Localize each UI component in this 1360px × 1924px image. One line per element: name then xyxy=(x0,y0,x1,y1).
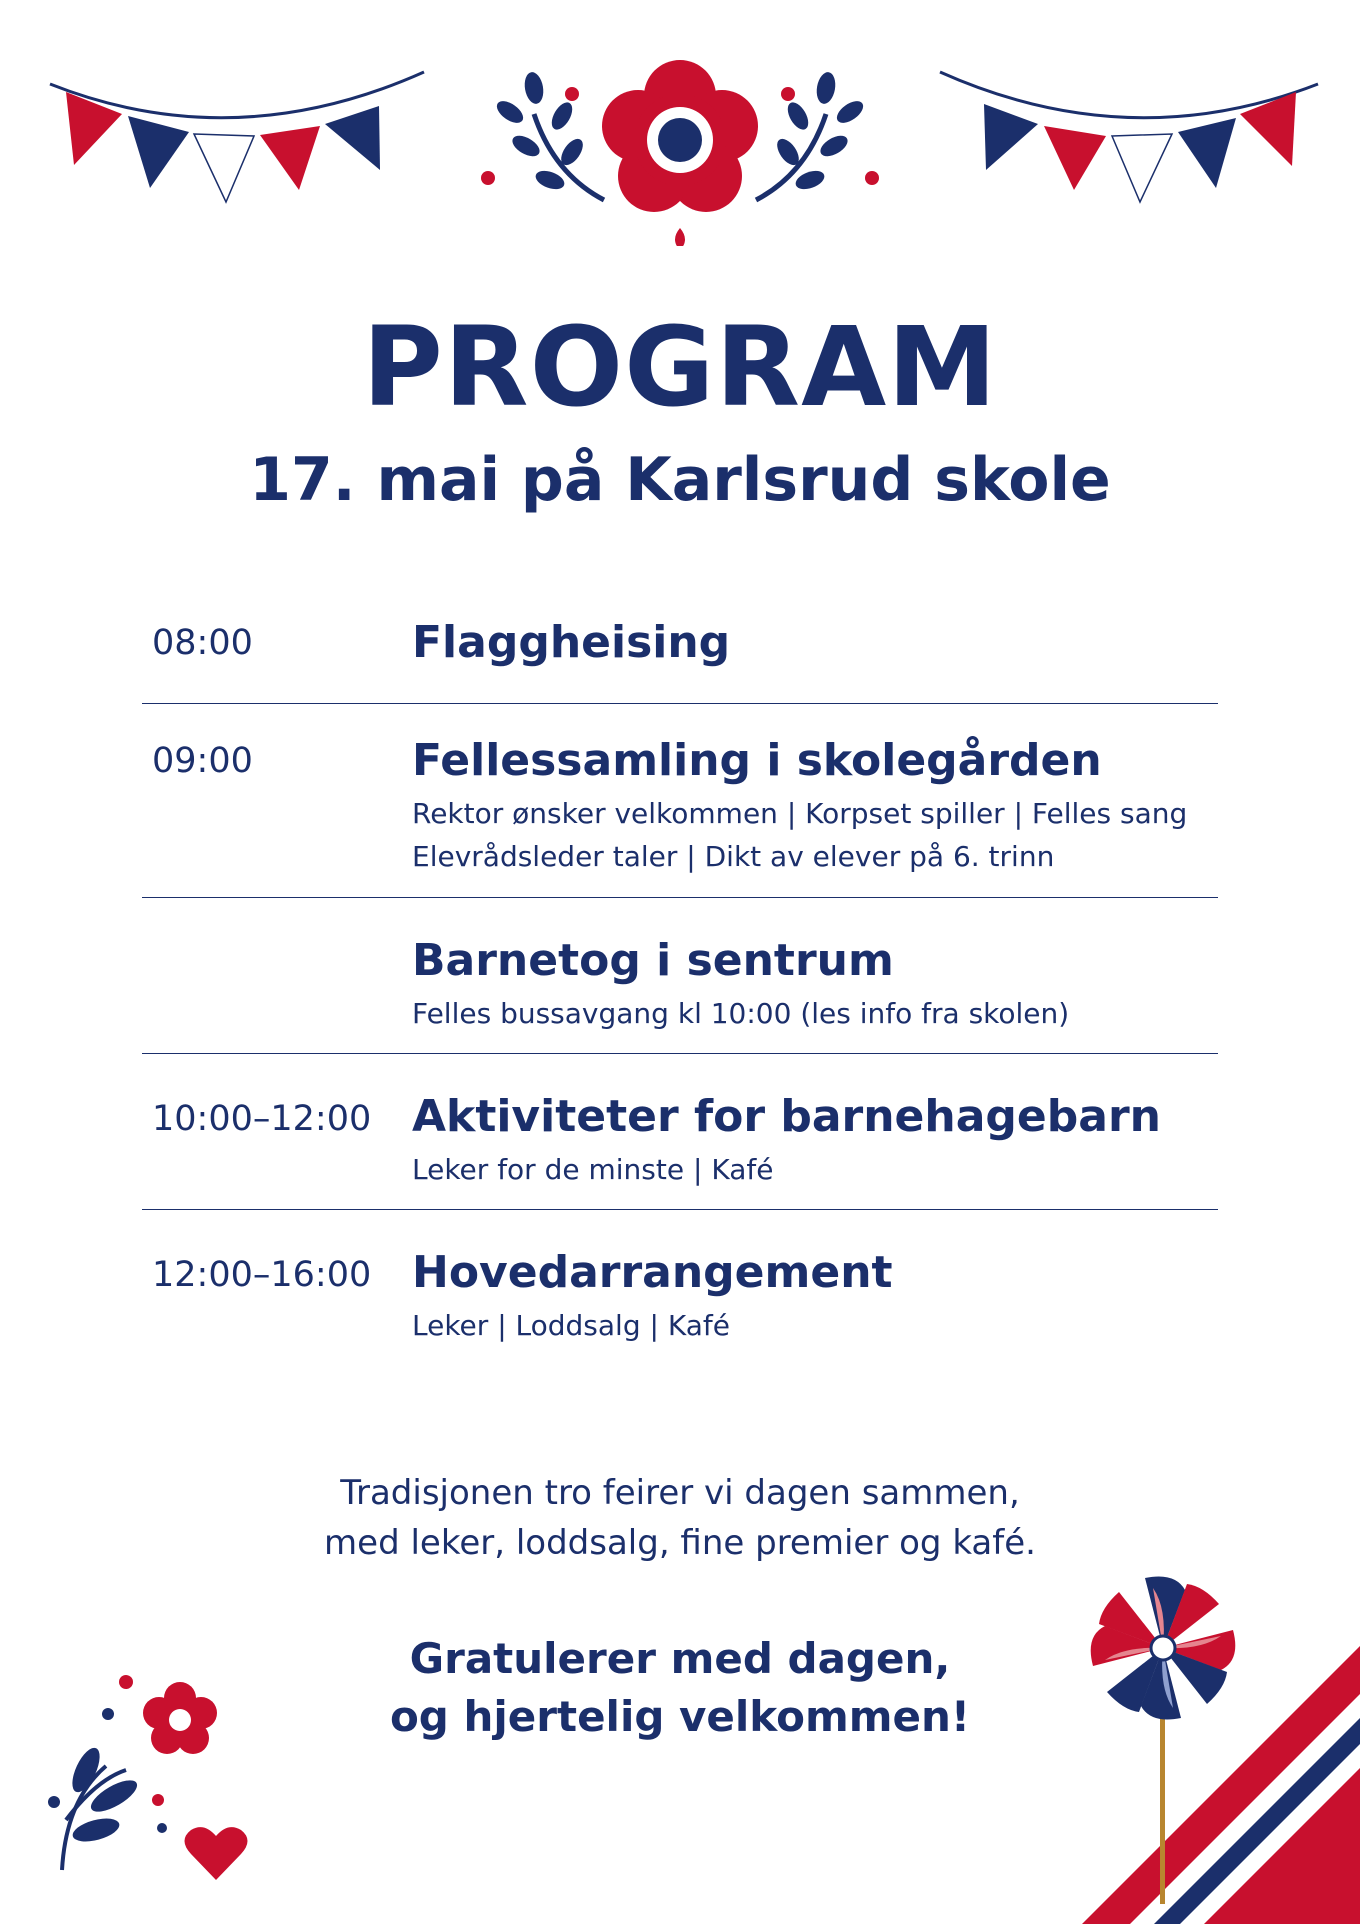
schedule-event: Fellessamling i skolegården xyxy=(412,735,1102,786)
schedule-row xyxy=(142,612,1218,704)
schedule-event: Flaggheising xyxy=(412,617,731,668)
folk-flower-icon xyxy=(474,54,886,246)
schedule-time: 10:00–12:00 xyxy=(152,1099,372,1139)
greeting-line: og hjertelig velkommen! xyxy=(389,1692,971,1741)
intro-line: Tradisjonen tro feirer vi dagen sammen, xyxy=(340,1473,1020,1513)
schedule-row xyxy=(142,1054,1218,1210)
bunting-left-icon xyxy=(44,62,434,212)
intro-line: med leker, loddsalg, fine premier og kafé. xyxy=(324,1523,1036,1563)
greeting-line: Gratulerer med dagen, xyxy=(409,1634,951,1683)
pinwheel-flag-icon xyxy=(1060,1540,1360,1924)
flower-sprig-heart-icon xyxy=(46,1670,256,1880)
schedule-event: Aktiviteter for barnehagebarn xyxy=(412,1091,1161,1142)
schedule-event: Barnetog i sentrum xyxy=(412,935,894,986)
schedule-row xyxy=(142,1210,1218,1366)
page-title: PROGRAM xyxy=(362,303,998,431)
schedule-time: 09:00 xyxy=(152,741,253,781)
schedule-detail: Felles bussavgang kl 10:00 (les info fra skolen) xyxy=(412,997,1070,1030)
schedule-list xyxy=(142,612,1218,1366)
schedule-time: 08:00 xyxy=(152,623,253,663)
schedule-detail: Leker | Loddsalg | Kafé xyxy=(412,1309,730,1342)
bunting-right-icon xyxy=(934,62,1324,212)
schedule-time: 12:00–16:00 xyxy=(152,1255,372,1295)
page-subtitle: 17. mai på Karlsrud skole xyxy=(249,445,1111,515)
schedule-event: Hovedarrangement xyxy=(412,1247,893,1298)
schedule-row xyxy=(142,704,1218,898)
schedule-detail: Elevrådsleder taler | Dikt av elever på 6. trinn xyxy=(412,840,1055,873)
schedule-row xyxy=(142,898,1218,1054)
schedule-detail: Leker for de minste | Kafé xyxy=(412,1153,774,1186)
schedule-detail: Rektor ønsker velkommen | Korpset spiller | Felles sang xyxy=(412,797,1188,830)
